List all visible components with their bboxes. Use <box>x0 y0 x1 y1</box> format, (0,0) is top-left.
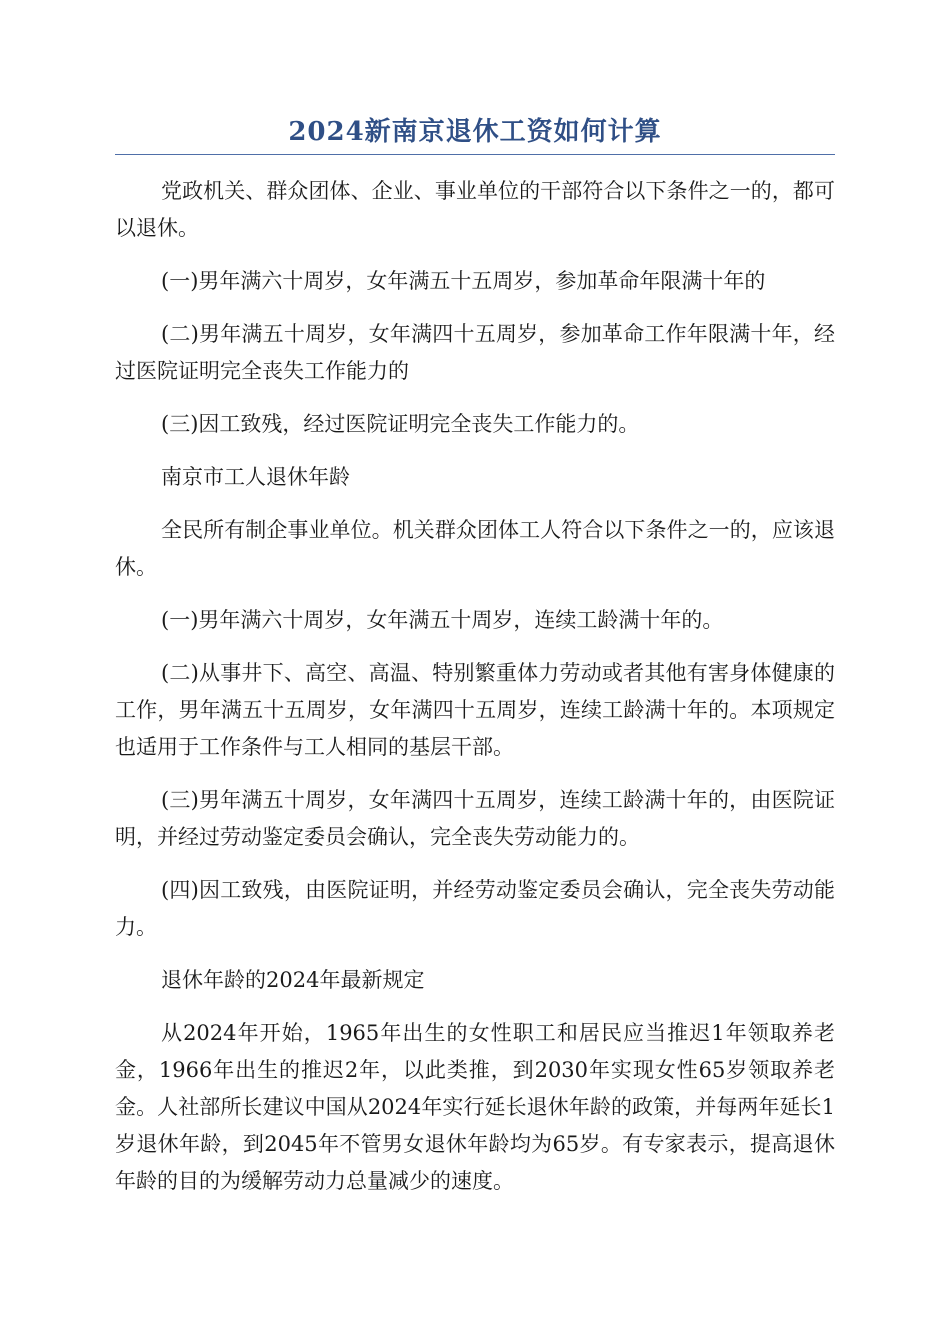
section-heading: 南京市工人退休年龄 <box>161 465 350 489</box>
document-title: 2024新南京退休工资如何计算 <box>288 117 662 147</box>
paragraph: (三)男年满五十周岁，女年满四十五周岁，连续工龄满十年的，由医院证明，并经过劳动鉴定委员会确认，完全丧失劳动能力的。 <box>115 788 835 849</box>
paragraph: (一)男年满六十周岁，女年满五十五周岁，参加革命年限满十年的 <box>161 269 766 293</box>
paragraph: (一)男年满六十周岁，女年满五十周岁，连续工龄满十年的。 <box>161 608 724 632</box>
paragraph: 从2024年开始，1965年出生的女性职工和居民应当推迟1年领取养老金，1966年出生的推迟2年，以此类推，到2030年实现女性65岁领取养老金。人社部所长建议中国从2024年实行延长退休年龄的政策，并每两年延长1岁退休年龄，到2045年不管男女退休年龄均为65岁。有专家表示，提高退休年龄的目的为缓解劳动力总量减少的速度。 <box>115 1021 835 1193</box>
paragraph: (二)从事井下、高空、高温、特别繁重体力劳动或者其他有害身体健康的工作，男年满五十五周岁，女年满四十五周岁，连续工龄满十年的。本项规定也适用于工作条件与工人相同的基层干部。 <box>115 661 835 759</box>
paragraph: (三)因工致残，经过医院证明完全丧失工作能力的。 <box>161 412 640 436</box>
document-body <box>115 173 835 1200</box>
paragraph: (四)因工致残，由医院证明，并经劳动鉴定委员会确认，完全丧失劳动能力。 <box>115 878 835 939</box>
section-heading: 退休年龄的2024年最新规定 <box>161 968 425 992</box>
paragraph: 党政机关、群众团体、企业、事业单位的干部符合以下条件之一的，都可以退休。 <box>115 179 835 240</box>
paragraph: 全民所有制企事业单位。机关群众团体工人符合以下条件之一的，应该退休。 <box>115 518 835 579</box>
title-underline <box>115 154 835 155</box>
document-page <box>115 112 835 1216</box>
paragraph: (二)男年满五十周岁，女年满四十五周岁，参加革命工作年限满十年，经过医院证明完全丧失工作能力的 <box>115 322 835 383</box>
